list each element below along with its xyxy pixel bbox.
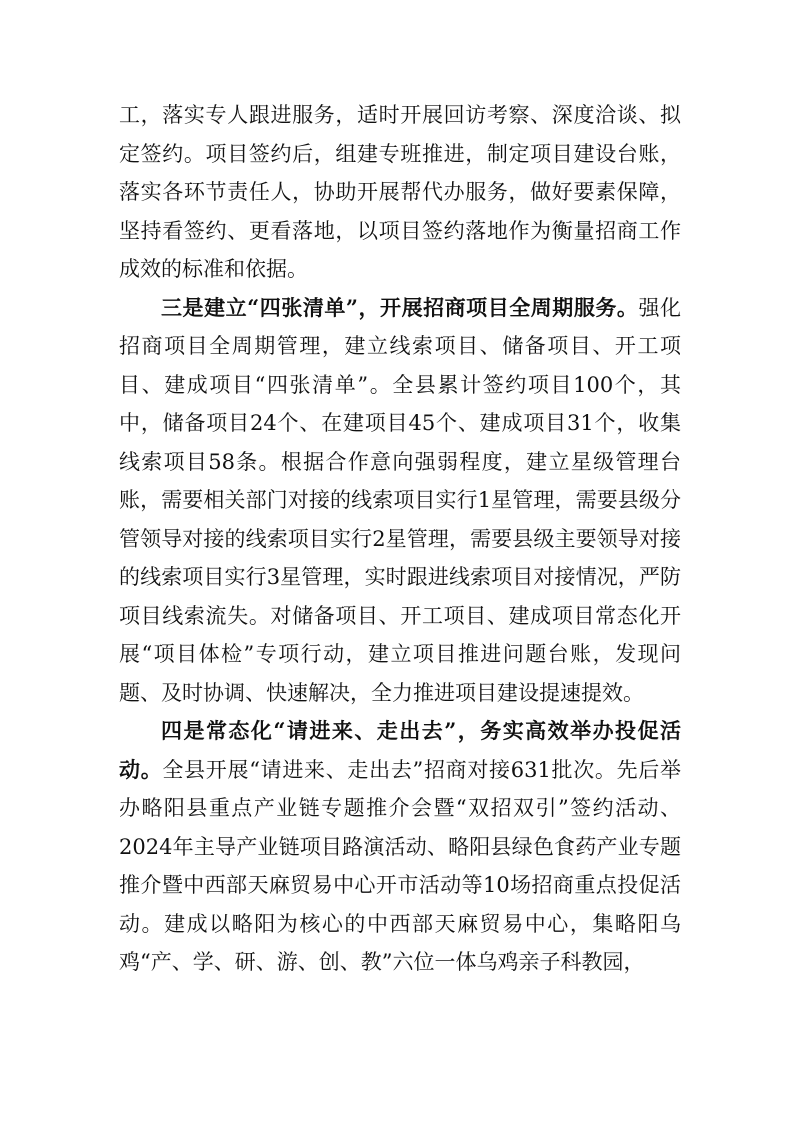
paragraph-heading: 三是建立“四张清单”，开展招商项目全周期服务。 [161, 294, 639, 320]
paragraph-heading: 四是常态化“请进来、走出去”，务实高效举办投促活动。 [119, 718, 681, 782]
paragraph-continued [119, 96, 681, 289]
paragraph-four-lists [119, 289, 681, 713]
paragraph-body: 强化招商项目全周期管理，建立线索项目、储备项目、开工项目、建成项目“四张清单”。全县累计签约项目100个，其中，储备项目24个、在建项目45个、建成项目31个，收集线索项目58条。根据合作意向强弱程度，建立星级管理台账，需要相关部门对接的线索项目实行1星管理，需要县级分管领导对接的线索项目实行2星管理，需要县级主要领导对接的线索项目实行3星管理，实时跟进线索项目对接情况，严防项目线索流失。对储备项目、开工项目、建成项目常态化开展“项目体检”专项行动，建立项目推进问题台账，发现问题、及时协调、快速解决，全力推进项目建设提速提效。 [119, 295, 681, 705]
paragraph-body: 全县开展“请进来、走出去”招商对接631批次。先后举办略阳县重点产业链专题推介会暨“双招双引”签约活动、2024年主导产业链项目路演活动、略阳县绿色食药产业专题推介暨中西部天麻贸易中心开市活动等10场招商重点投促活动。建成以略阳为核心的中西部天麻贸易中心，集略阳乌鸡“产、学、研、游、创、教”六位一体乌鸡亲子科教园， [119, 757, 682, 974]
paragraph-body: 工，落实专人跟进服务，适时开展回访考察、深度洽谈、拟定签约。项目签约后，组建专班推进，制定项目建设台账，落实各环节责任人，协助开展帮代办服务，做好要素保障，坚持看签约、更看落地，以项目签约落地作为衡量招商工作成效的标准和依据。 [119, 103, 681, 281]
document-page [119, 96, 681, 982]
paragraph-invite-activities [119, 712, 681, 982]
